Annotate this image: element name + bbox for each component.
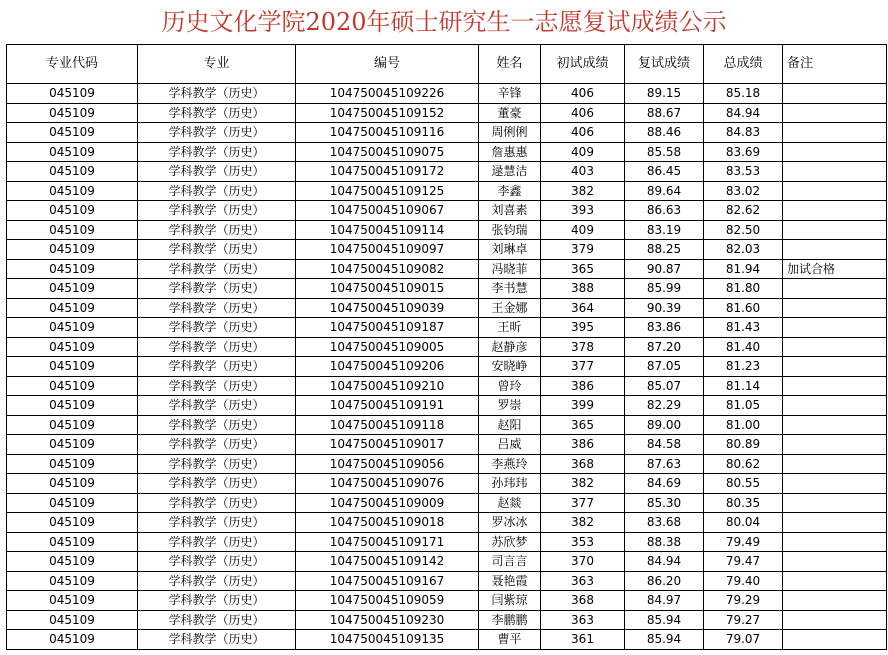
- cell-code: 045109: [7, 610, 138, 630]
- cell-code: 045109: [7, 376, 138, 396]
- cell-major: 学科教学（历史）: [138, 201, 296, 221]
- cell-major: 学科教学（历史）: [138, 240, 296, 260]
- table-row: [7, 532, 887, 552]
- cell-major: 学科教学（历史）: [138, 357, 296, 377]
- cell-name: 苏欣梦: [479, 532, 541, 552]
- cell-total-score: 79.40: [704, 571, 783, 591]
- cell-code: 045109: [7, 532, 138, 552]
- cell-retest-score: 89.00: [625, 415, 704, 435]
- table-row: [7, 493, 887, 513]
- cell-number: 104750045109039: [296, 298, 479, 318]
- cell-code: 045109: [7, 415, 138, 435]
- cell-number: 104750045109191: [296, 396, 479, 416]
- cell-name: 吕威: [479, 435, 541, 455]
- header-retest-score: 复试成绩: [625, 45, 704, 84]
- cell-number: 104750045109059: [296, 591, 479, 611]
- table-row: [7, 415, 887, 435]
- cell-number: 104750045109152: [296, 103, 479, 123]
- cell-total-score: 79.29: [704, 591, 783, 611]
- cell-total-score: 82.03: [704, 240, 783, 260]
- cell-code: 045109: [7, 493, 138, 513]
- page-title: 历史文化学院2020年硕士研究生一志愿复试成绩公示: [161, 8, 727, 36]
- cell-initial-score: 378: [541, 337, 625, 357]
- cell-retest-score: 85.58: [625, 142, 704, 162]
- cell-initial-score: 353: [541, 532, 625, 552]
- cell-code: 045109: [7, 552, 138, 572]
- cell-name: 辛锋: [479, 84, 541, 104]
- cell-code: 045109: [7, 396, 138, 416]
- cell-retest-score: 86.45: [625, 162, 704, 182]
- cell-initial-score: 382: [541, 474, 625, 494]
- cell-code: 045109: [7, 84, 138, 104]
- cell-number: 104750045109210: [296, 376, 479, 396]
- cell-total-score: 80.89: [704, 435, 783, 455]
- table-row: [7, 376, 887, 396]
- cell-major: 学科教学（历史）: [138, 84, 296, 104]
- cell-name: 李燕玲: [479, 454, 541, 474]
- cell-initial-score: 409: [541, 220, 625, 240]
- table-row: [7, 259, 887, 279]
- cell-name: 安晓峥: [479, 357, 541, 377]
- cell-note: [783, 220, 887, 240]
- cell-major: 学科教学（历史）: [138, 552, 296, 572]
- cell-note: [783, 142, 887, 162]
- table-row: [7, 474, 887, 494]
- table-row: [7, 610, 887, 630]
- cell-retest-score: 85.30: [625, 493, 704, 513]
- cell-number: 104750045109230: [296, 610, 479, 630]
- cell-retest-score: 83.19: [625, 220, 704, 240]
- header-number: 编号: [296, 45, 479, 84]
- cell-major: 学科教学（历史）: [138, 610, 296, 630]
- cell-initial-score: 399: [541, 396, 625, 416]
- cell-total-score: 81.60: [704, 298, 783, 318]
- header-major: 专业: [138, 45, 296, 84]
- cell-initial-score: 361: [541, 630, 625, 650]
- cell-name: 周俐俐: [479, 123, 541, 143]
- cell-number: 104750045109009: [296, 493, 479, 513]
- cell-total-score: 81.14: [704, 376, 783, 396]
- cell-initial-score: 365: [541, 415, 625, 435]
- cell-note: [783, 493, 887, 513]
- cell-retest-score: 86.20: [625, 571, 704, 591]
- cell-code: 045109: [7, 181, 138, 201]
- cell-name: 刘喜素: [479, 201, 541, 221]
- cell-code: 045109: [7, 123, 138, 143]
- cell-initial-score: 368: [541, 454, 625, 474]
- cell-name: 赵阳: [479, 415, 541, 435]
- cell-initial-score: 363: [541, 571, 625, 591]
- cell-note: [783, 376, 887, 396]
- cell-code: 045109: [7, 162, 138, 182]
- cell-code: 045109: [7, 513, 138, 533]
- cell-note: [783, 357, 887, 377]
- cell-retest-score: 84.94: [625, 552, 704, 572]
- header-name: 姓名: [479, 45, 541, 84]
- cell-initial-score: 406: [541, 103, 625, 123]
- cell-retest-score: 89.64: [625, 181, 704, 201]
- cell-retest-score: 85.94: [625, 630, 704, 650]
- header-code: 专业代码: [7, 45, 138, 84]
- cell-code: 045109: [7, 103, 138, 123]
- table-row: [7, 162, 887, 182]
- cell-name: 司言言: [479, 552, 541, 572]
- cell-total-score: 80.35: [704, 493, 783, 513]
- cell-major: 学科教学（历史）: [138, 454, 296, 474]
- cell-total-score: 84.83: [704, 123, 783, 143]
- cell-total-score: 83.69: [704, 142, 783, 162]
- table-row: [7, 318, 887, 338]
- cell-retest-score: 84.58: [625, 435, 704, 455]
- cell-code: 045109: [7, 591, 138, 611]
- cell-code: 045109: [7, 279, 138, 299]
- cell-number: 104750045109015: [296, 279, 479, 299]
- cell-major: 学科教学（历史）: [138, 532, 296, 552]
- cell-major: 学科教学（历史）: [138, 298, 296, 318]
- cell-note: [783, 298, 887, 318]
- cell-retest-score: 83.68: [625, 513, 704, 533]
- cell-note: [783, 103, 887, 123]
- header-note: 备注: [783, 45, 887, 84]
- cell-number: 104750045109167: [296, 571, 479, 591]
- cell-note: [783, 240, 887, 260]
- cell-code: 045109: [7, 318, 138, 338]
- cell-number: 104750045109116: [296, 123, 479, 143]
- table-body: [7, 84, 887, 650]
- cell-note: [783, 123, 887, 143]
- cell-note: [783, 532, 887, 552]
- cell-number: 104750045109171: [296, 532, 479, 552]
- cell-total-score: 80.04: [704, 513, 783, 533]
- cell-initial-score: 379: [541, 240, 625, 260]
- cell-number: 104750045109082: [296, 259, 479, 279]
- cell-number: 104750045109005: [296, 337, 479, 357]
- cell-retest-score: 88.46: [625, 123, 704, 143]
- cell-major: 学科教学（历史）: [138, 493, 296, 513]
- cell-name: 张钧瑞: [479, 220, 541, 240]
- cell-initial-score: 370: [541, 552, 625, 572]
- cell-note: [783, 513, 887, 533]
- cell-total-score: 81.05: [704, 396, 783, 416]
- cell-name: 逯慧洁: [479, 162, 541, 182]
- cell-retest-score: 87.63: [625, 454, 704, 474]
- cell-retest-score: 90.39: [625, 298, 704, 318]
- cell-note: [783, 396, 887, 416]
- table-row: [7, 201, 887, 221]
- cell-initial-score: 382: [541, 513, 625, 533]
- cell-retest-score: 83.86: [625, 318, 704, 338]
- cell-major: 学科教学（历史）: [138, 630, 296, 650]
- cell-number: 104750045109075: [296, 142, 479, 162]
- cell-name: 罗冰冰: [479, 513, 541, 533]
- table-row: [7, 220, 887, 240]
- cell-name: 李书慧: [479, 279, 541, 299]
- cell-retest-score: 88.25: [625, 240, 704, 260]
- cell-code: 045109: [7, 435, 138, 455]
- cell-total-score: 81.80: [704, 279, 783, 299]
- cell-major: 学科教学（历史）: [138, 591, 296, 611]
- cell-code: 045109: [7, 220, 138, 240]
- cell-retest-score: 90.87: [625, 259, 704, 279]
- cell-major: 学科教学（历史）: [138, 162, 296, 182]
- table-row: [7, 103, 887, 123]
- cell-major: 学科教学（历史）: [138, 376, 296, 396]
- cell-retest-score: 89.15: [625, 84, 704, 104]
- cell-major: 学科教学（历史）: [138, 396, 296, 416]
- cell-code: 045109: [7, 630, 138, 650]
- cell-retest-score: 85.07: [625, 376, 704, 396]
- cell-total-score: 85.18: [704, 84, 783, 104]
- table-row: [7, 337, 887, 357]
- table-row: [7, 181, 887, 201]
- cell-name: 闫紫琼: [479, 591, 541, 611]
- cell-total-score: 81.23: [704, 357, 783, 377]
- cell-name: 冯晓菲: [479, 259, 541, 279]
- cell-note: [783, 610, 887, 630]
- table-row: [7, 513, 887, 533]
- table-row: [7, 357, 887, 377]
- cell-total-score: 79.27: [704, 610, 783, 630]
- cell-retest-score: 88.38: [625, 532, 704, 552]
- cell-initial-score: 363: [541, 610, 625, 630]
- cell-note: [783, 201, 887, 221]
- cell-major: 学科教学（历史）: [138, 103, 296, 123]
- cell-note: [783, 552, 887, 572]
- score-table: [6, 44, 887, 650]
- cell-note: [783, 415, 887, 435]
- cell-number: 104750045109056: [296, 454, 479, 474]
- cell-total-score: 83.02: [704, 181, 783, 201]
- cell-initial-score: 377: [541, 493, 625, 513]
- cell-number: 104750045109226: [296, 84, 479, 104]
- cell-retest-score: 87.20: [625, 337, 704, 357]
- table-row: [7, 571, 887, 591]
- table-row: [7, 591, 887, 611]
- cell-name: 李鹏鹏: [479, 610, 541, 630]
- cell-initial-score: 395: [541, 318, 625, 338]
- cell-total-score: 82.62: [704, 201, 783, 221]
- cell-major: 学科教学（历史）: [138, 337, 296, 357]
- cell-note: [783, 318, 887, 338]
- cell-major: 学科教学（历史）: [138, 259, 296, 279]
- cell-number: 104750045109076: [296, 474, 479, 494]
- cell-code: 045109: [7, 298, 138, 318]
- table-row: [7, 435, 887, 455]
- cell-total-score: 81.00: [704, 415, 783, 435]
- cell-total-score: 81.43: [704, 318, 783, 338]
- cell-total-score: 82.50: [704, 220, 783, 240]
- header-row: [7, 45, 887, 84]
- cell-note: [783, 162, 887, 182]
- cell-note: [783, 454, 887, 474]
- cell-number: 104750045109135: [296, 630, 479, 650]
- cell-major: 学科教学（历史）: [138, 220, 296, 240]
- cell-retest-score: 88.67: [625, 103, 704, 123]
- cell-initial-score: 393: [541, 201, 625, 221]
- cell-retest-score: 87.05: [625, 357, 704, 377]
- cell-major: 学科教学（历史）: [138, 181, 296, 201]
- cell-total-score: 84.94: [704, 103, 783, 123]
- cell-initial-score: 386: [541, 435, 625, 455]
- cell-name: 董豪: [479, 103, 541, 123]
- cell-initial-score: 388: [541, 279, 625, 299]
- cell-number: 104750045109125: [296, 181, 479, 201]
- cell-initial-score: 386: [541, 376, 625, 396]
- cell-total-score: 80.55: [704, 474, 783, 494]
- cell-initial-score: 364: [541, 298, 625, 318]
- cell-number: 104750045109172: [296, 162, 479, 182]
- cell-number: 104750045109187: [296, 318, 479, 338]
- cell-number: 104750045109206: [296, 357, 479, 377]
- table-row: [7, 396, 887, 416]
- cell-total-score: 83.53: [704, 162, 783, 182]
- cell-name: 赵燚: [479, 493, 541, 513]
- cell-major: 学科教学（历史）: [138, 142, 296, 162]
- cell-retest-score: 85.94: [625, 610, 704, 630]
- table-row: [7, 552, 887, 572]
- cell-code: 045109: [7, 259, 138, 279]
- cell-retest-score: 82.29: [625, 396, 704, 416]
- cell-code: 045109: [7, 474, 138, 494]
- table-row: [7, 298, 887, 318]
- cell-note: [783, 84, 887, 104]
- table-row: [7, 279, 887, 299]
- cell-initial-score: 377: [541, 357, 625, 377]
- cell-initial-score: 406: [541, 123, 625, 143]
- cell-major: 学科教学（历史）: [138, 513, 296, 533]
- cell-total-score: 81.40: [704, 337, 783, 357]
- header-total-score: 总成绩: [704, 45, 783, 84]
- cell-major: 学科教学（历史）: [138, 279, 296, 299]
- cell-number: 104750045109114: [296, 220, 479, 240]
- cell-note: [783, 337, 887, 357]
- cell-major: 学科教学（历史）: [138, 474, 296, 494]
- cell-number: 104750045109017: [296, 435, 479, 455]
- table-row: [7, 123, 887, 143]
- cell-total-score: 81.94: [704, 259, 783, 279]
- cell-major: 学科教学（历史）: [138, 318, 296, 338]
- cell-initial-score: 368: [541, 591, 625, 611]
- cell-name: 曾玲: [479, 376, 541, 396]
- cell-name: 王昕: [479, 318, 541, 338]
- cell-name: 李鑫: [479, 181, 541, 201]
- cell-retest-score: 85.99: [625, 279, 704, 299]
- cell-number: 104750045109097: [296, 240, 479, 260]
- cell-code: 045109: [7, 357, 138, 377]
- cell-note: [783, 181, 887, 201]
- cell-major: 学科教学（历史）: [138, 415, 296, 435]
- header-initial-score: 初试成绩: [541, 45, 625, 84]
- cell-name: 孙玮玮: [479, 474, 541, 494]
- cell-note: [783, 630, 887, 650]
- cell-total-score: 80.62: [704, 454, 783, 474]
- cell-note: [783, 591, 887, 611]
- cell-name: 赵静彦: [479, 337, 541, 357]
- cell-major: 学科教学（历史）: [138, 435, 296, 455]
- cell-note: [783, 279, 887, 299]
- cell-retest-score: 84.69: [625, 474, 704, 494]
- cell-code: 045109: [7, 337, 138, 357]
- cell-code: 045109: [7, 571, 138, 591]
- table-row: [7, 84, 887, 104]
- cell-number: 104750045109142: [296, 552, 479, 572]
- cell-total-score: 79.07: [704, 630, 783, 650]
- cell-code: 045109: [7, 201, 138, 221]
- cell-name: 刘琳卓: [479, 240, 541, 260]
- cell-initial-score: 365: [541, 259, 625, 279]
- cell-name: 曹平: [479, 630, 541, 650]
- cell-initial-score: 406: [541, 84, 625, 104]
- cell-total-score: 79.49: [704, 532, 783, 552]
- cell-code: 045109: [7, 240, 138, 260]
- cell-note: [783, 474, 887, 494]
- table-row: [7, 630, 887, 650]
- cell-name: 王金娜: [479, 298, 541, 318]
- cell-code: 045109: [7, 142, 138, 162]
- cell-note: [783, 435, 887, 455]
- table-row: [7, 240, 887, 260]
- cell-note: [783, 571, 887, 591]
- table-row: [7, 454, 887, 474]
- cell-number: 104750045109118: [296, 415, 479, 435]
- cell-retest-score: 84.97: [625, 591, 704, 611]
- cell-retest-score: 86.63: [625, 201, 704, 221]
- cell-initial-score: 382: [541, 181, 625, 201]
- cell-major: 学科教学（历史）: [138, 123, 296, 143]
- cell-number: 104750045109067: [296, 201, 479, 221]
- cell-initial-score: 403: [541, 162, 625, 182]
- cell-code: 045109: [7, 454, 138, 474]
- cell-major: 学科教学（历史）: [138, 571, 296, 591]
- table-row: [7, 142, 887, 162]
- cell-name: 罗崇: [479, 396, 541, 416]
- cell-number: 104750045109018: [296, 513, 479, 533]
- cell-total-score: 79.47: [704, 552, 783, 572]
- cell-name: 詹惠惠: [479, 142, 541, 162]
- cell-note: 加试合格: [783, 259, 887, 279]
- cell-name: 聂艳霞: [479, 571, 541, 591]
- cell-initial-score: 409: [541, 142, 625, 162]
